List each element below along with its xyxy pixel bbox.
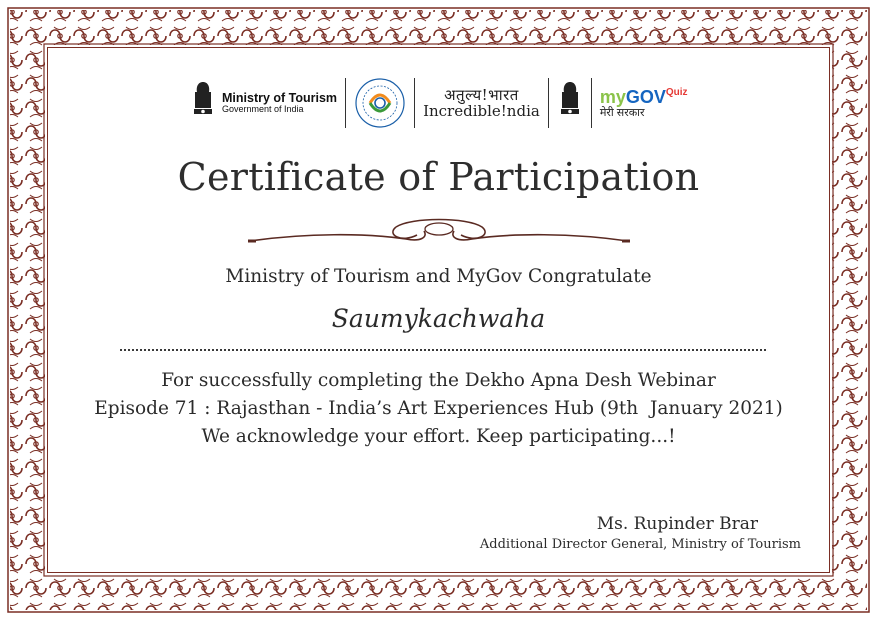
ministry-of-tourism-logo [190,74,337,132]
mygov-my: my [599,86,626,107]
mygov-logo [600,88,688,119]
incredible-india-english: Incredible!ndia [423,102,540,120]
body-line-3: We acknowledge your effort. Keep participating...! [201,426,676,447]
mygov-gov: GOV [625,86,666,107]
ministry-subtitle: Government of India [222,103,304,114]
incredible-india-hindi: अतुल्य!भारत [444,85,519,104]
mygov-quiz: Quiz [665,86,688,98]
congratulate-line: Ministry of Tourism and MyGov Congratulate [225,266,652,287]
certificate-title: Certificate of Participation [177,155,700,199]
name-underline [120,349,766,351]
incredible-india-logo [423,87,540,120]
signer-name: Ms. Rupinder Brar [596,514,758,534]
logo-bar [190,74,720,132]
body-line-2: Episode 71 : Rajasthan - India’s Art Experiences Hub (9th January 2021) [94,398,783,419]
body-line-1: For successfully completing the Dekho Apna Desh Webinar [161,370,716,391]
logo-divider [414,78,415,128]
flourish-divider [246,215,632,251]
logo-divider [548,78,549,128]
national-emblem-icon [190,78,216,128]
mygov-hindi: मेरी सरकार [599,106,645,119]
ek-bharat-shreshtha-bharat-logo [354,77,406,129]
national-emblem-icon [557,78,583,128]
logo-divider [591,78,592,128]
signer-title: Additional Director General, Ministry of Tourism [479,537,801,552]
logo-divider [345,78,346,128]
satyamev-jayate-emblem [557,74,583,132]
certificate-body [0,367,877,451]
recipient-name: Saumykachwaha [331,304,546,333]
ministry-title: Ministry of Tourism [222,90,338,105]
